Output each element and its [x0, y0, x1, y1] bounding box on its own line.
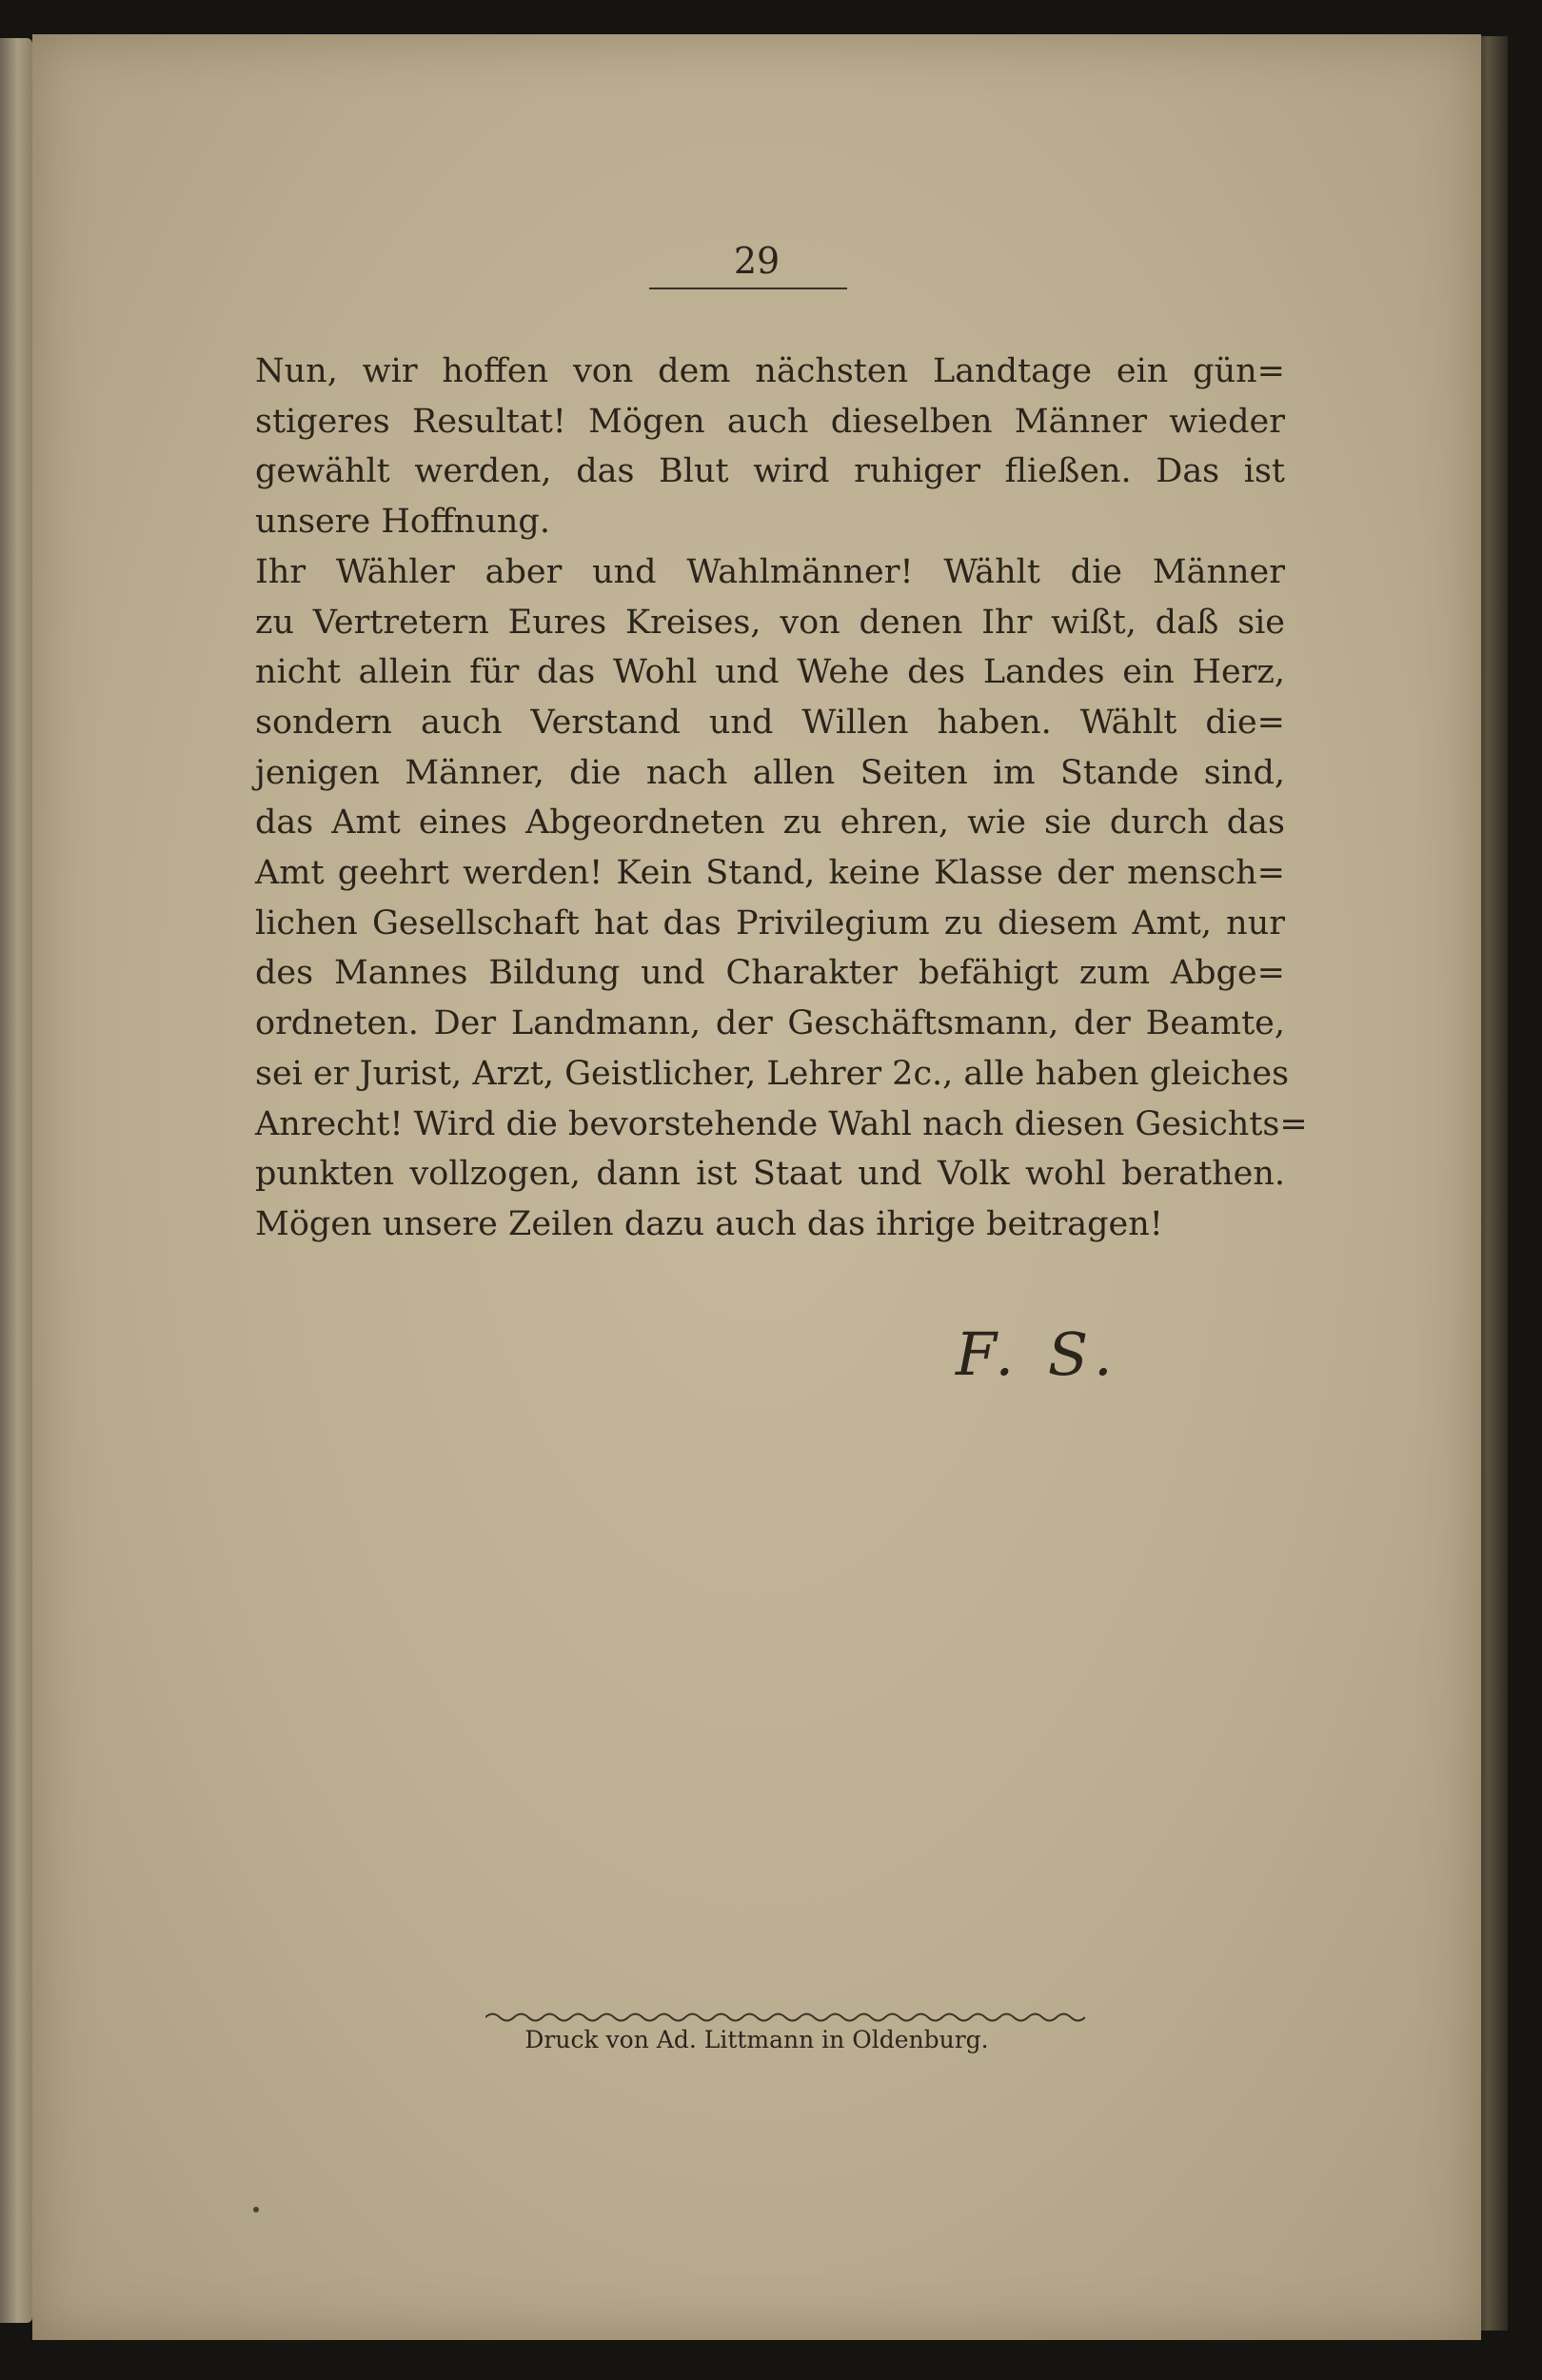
text-line: sei er Jurist, Arzt, Geistlicher, Lehrer 2c., alle haben gleiches [255, 1054, 1290, 1093]
text-line: gewählt werden, das Blut wird ruhiger fließen. Das ist [255, 452, 1285, 491]
text-line: Nun, wir hoffen von dem nächsten Landtage ein gün= [255, 352, 1285, 390]
text-line: nicht allein für das Wohl und Wehe des Landes ein Herz, [255, 653, 1285, 692]
text-line: lichen Gesellschaft hat das Privilegium zu diesem Amt, nur [255, 903, 1285, 942]
text-line: Ihr Wähler aber und Wahlmänner! Wählt die Männer [255, 552, 1285, 591]
text-line: stigeres Resultat! Mögen auch dieselben Männer wieder [255, 402, 1285, 441]
text-line: Amt geehrt werden! Kein Stand, keine Klasse der mensch= [255, 854, 1285, 893]
text-line: Mögen unsere Zeilen dazu auch das ihrige beitragen! [255, 1204, 1163, 1243]
text-line: Anrecht! Wird die bevorstehende Wahl nach diesen Gesichts= [255, 1104, 1308, 1143]
text-line: punkten vollzogen, dann ist Staat und Volk wohl berathen. [255, 1155, 1285, 1194]
text-line: sondern auch Verstand und Willen haben. Wählt die= [255, 703, 1285, 742]
body-text [255, 347, 1308, 1250]
text-line: zu Vertretern Eures Kreises, von denen Ihr wißt, daß sie [255, 603, 1285, 642]
text-line: ordneten. Der Landmann, der Geschäftsmann, der Beamte, [255, 1004, 1285, 1043]
page-number-rule [649, 288, 847, 289]
book-page [32, 34, 1481, 2340]
printer-imprint: Druck von Ad. Littmann in Oldenburg. [524, 2026, 989, 2053]
text-line: des Mannes Bildung und Charakter befähigt zum Abge= [255, 954, 1285, 993]
ornamental-rule [485, 2011, 1085, 2024]
page-number: 29 [733, 240, 781, 282]
text-line: das Amt eines Abgeordneten zu ehren, wie sie durch das [255, 803, 1285, 843]
facing-page-edge [0, 38, 32, 2323]
author-signature: F. S. [956, 1319, 1120, 1389]
paper-speck [253, 2207, 259, 2212]
text-line: unsere Hoffnung. [255, 503, 550, 542]
text-line: jenigen Männer, die nach allen Seiten im Stande sind, [255, 753, 1285, 792]
